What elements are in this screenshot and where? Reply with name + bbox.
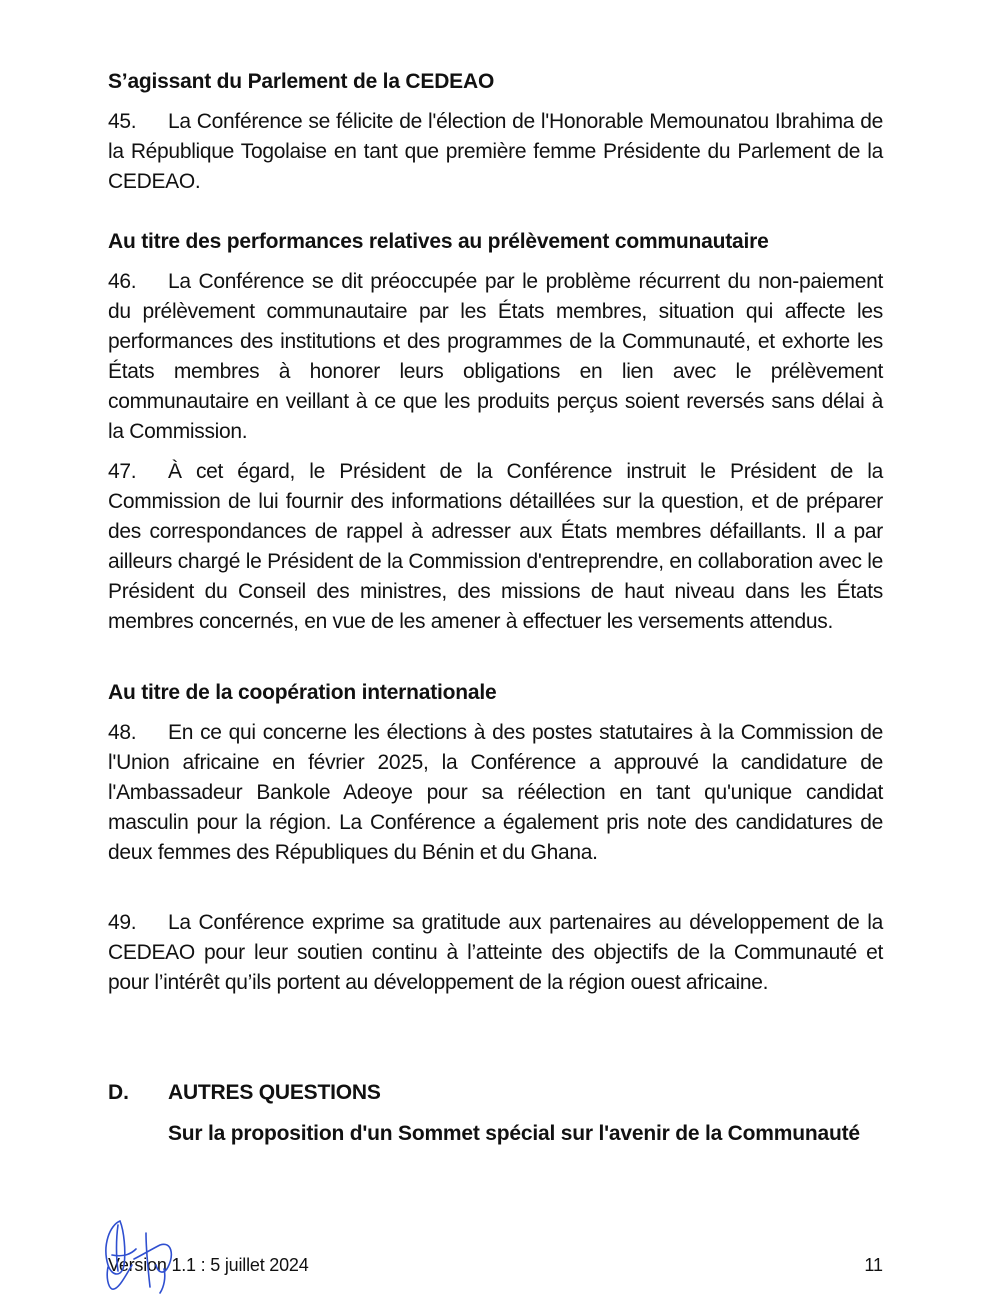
footer-page-number: 11	[864, 1255, 883, 1275]
paragraph-49	[108, 908, 883, 998]
section-d-title: AUTRES QUESTIONS	[168, 1081, 381, 1104]
paragraph-46	[108, 267, 883, 447]
paragraph-number: 49.	[108, 911, 137, 934]
section-heading-cooperation: Au titre de la coopération internationale	[108, 681, 497, 704]
paragraph-text: La Conférence se dit préoccupée par le problème récurrent du non-paiement du prélèvement communautaire par les États membres, situation qui affecte les performances des institutions et des programmes de la Communauté, et exhorte les États membres à honorer leurs obligations en lien avec le prélèvement communautaire en veillant à ce que les produits perçus soient reversés sans délai à la Commission.	[108, 270, 883, 443]
section-d-letter: D.	[108, 1081, 129, 1104]
section-d-subheading: Sur la proposition d'un Sommet spécial sur l'avenir de la Communauté	[168, 1122, 860, 1145]
signature-icon	[98, 1215, 188, 1295]
section-heading-parlement: S’agissant du Parlement de la CEDEAO	[108, 70, 495, 93]
paragraph-48	[108, 718, 883, 868]
footer-version: Version 1.1 : 5 juillet 2024	[108, 1255, 309, 1275]
paragraph-text: La Conférence exprime sa gratitude aux partenaires au développement de la CEDEAO pour leur soutien continu à l’atteinte des objectifs de la Communauté et pour l’intérêt qu’ils portent au développement de la région ouest africaine.	[108, 911, 883, 994]
section-heading-prelevement: Au titre des performances relatives au prélèvement communautaire	[108, 230, 769, 253]
paragraph-number: 45.	[108, 110, 137, 133]
paragraph-text: La Conférence se félicite de l'élection de l'Honorable Memounatou Ibrahima de la République Togolaise en tant que première femme Présidente du Parlement de la CEDEAO.	[108, 110, 883, 193]
paragraph-number: 47.	[108, 460, 137, 483]
paragraph-text: En ce qui concerne les élections à des postes statutaires à la Commission de l'Union africaine en février 2025, la Conférence a approuvé la candidature de l'Ambassadeur Bankole Adeoye pour sa réélection en tant qu'unique candidat masculin pour la région. La Conférence a également pris note des candidatures de deux femmes des Républiques du Bénin et du Ghana.	[108, 721, 883, 864]
paragraph-number: 48.	[108, 721, 137, 744]
paragraph-47	[108, 457, 883, 637]
paragraph-text: À cet égard, le Président de la Conférence instruit le Président de la Commission de lui fournir des informations détaillées sur la question, et de préparer des correspondances de rappel à adresser aux États membres défaillants. Il a par ailleurs chargé le Président de la Commission d'entreprendre, en collaboration avec le Président du Conseil des ministres, des missions de haut niveau dans les États membres concernés, en vue de les amener à effectuer les versements attendus.	[108, 460, 883, 633]
paragraph-number: 46.	[108, 270, 137, 293]
paragraph-45	[108, 107, 883, 197]
